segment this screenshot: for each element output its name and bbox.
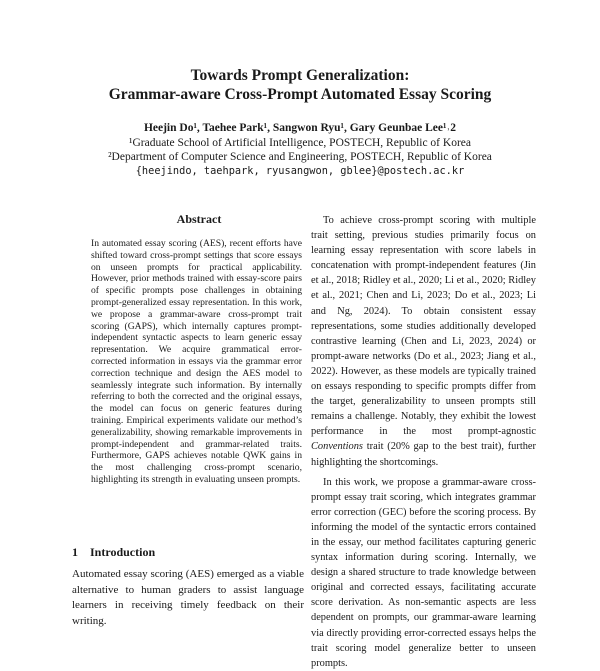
emphasized-trait-name: Conventions xyxy=(311,441,363,453)
author-list: Heejin Do¹, Taehee Park¹, Sangwon Ryu¹, Gary Geunbae Lee¹˒2 xyxy=(143,122,457,134)
section-title: Introduction xyxy=(90,545,156,559)
section-heading-introduction xyxy=(72,545,155,560)
affiliation-2: ²Department of Computer Science and Engineering, POSTECH, Republic of Korea xyxy=(108,151,492,163)
right-column-paragraph-1 xyxy=(311,213,536,470)
paper-title-line1: Towards Prompt Generalization: xyxy=(190,67,410,84)
affiliation-1: ¹Graduate School of Artificial Intelligence, POSTECH, Republic of Korea xyxy=(129,137,471,149)
author-emails: {heejindo, taehpark, ryusangwon, gblee}@postech.ac.kr xyxy=(135,165,465,177)
paragraph-text: trait (20% gap to the best trait), further highlighting the shortcomings. xyxy=(311,441,536,468)
introduction-paragraph: Automated essay scoring (AES) emerged as a viable alternative to human graders to assist language learners in receiving timely feedback on their writing. xyxy=(72,568,304,627)
right-column-paragraph-2: In this work, we propose a grammar-aware cross-prompt essay trait scoring, which integrates grammar error correction (GEC) before the scoring process. By informing the model of the syntactic errors contained in the essay, our method facilitates capturing generic syntax information during scoring. Internally, we design a shared structure to trade knowledge between original and corrected essays, facilitating accurate score derivation. As non-semantic aspects are less dependent on prompts, our grammar-aware learning via directly providing error-corrected essays helps the trait scoring model generalize better to unseen prompts. xyxy=(311,476,536,669)
paper-title-line2: Grammar-aware Cross-Prompt Automated Essay Scoring xyxy=(108,86,492,103)
abstract-text: In automated essay scoring (AES), recent efforts have shifted toward cross-prompt settings that score essays on unseen prompts for practical applicability. However, prior methods trained with essay-score pairs of specific prompts pose challenges in obtaining prompt-generalized essay representation. In this work, we propose a grammar-aware cross-prompt trait scoring (GAPS), which internally captures prompt-independent syntactic aspects to learn generic essay representation. We acquire grammatical error-corrected information in essays via the grammar error correction technique and design the AES model to seamlessly integrate such information. By internally referring to both the corrected and the original essays, the model can focus on generic features during training. Empirical experiments validate our method’s generalizability, showing remarkable improvements in prompt-independent and grammar-related traits. Furthermore, GAPS achieves notable QWK gains in the most challenging cross-prompt scenario, highlighting its strength in evaluating unseen prompts. xyxy=(91,238,302,485)
right-column xyxy=(311,213,536,671)
section-number: 1 xyxy=(72,545,78,559)
abstract-heading: Abstract xyxy=(176,212,222,226)
paragraph-text: To achieve cross-prompt scoring with multiple trait setting, previous studies primarily focus on learning essay representation with score labels in concatenation with prompt-independent features (Jin et al., 2018; Ridley et al., 2020; Li et al., 2020; Ridley et al., 2021; Chen and Li, 2023; Do et al., 2023; Li and Ng, 2024). To obtain consistent essay representations, some studies additionally developed contrastive learning (Chen and Li, 2023, 2024) or prompt-aware networks (Do et al., 2023; Jiang et al., 2022). However, as these models are typically trained on essays responding to specific prompts differ from the target, generalizability to unseen prompts still remains a challenge. Notably, they exhibit the lowest performance in the most prompt-agnostic xyxy=(311,215,536,438)
